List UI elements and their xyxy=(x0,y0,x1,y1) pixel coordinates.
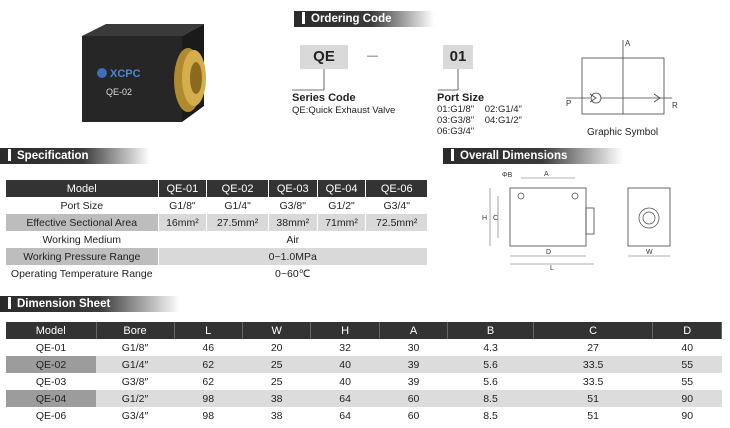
spec-header-qe01: QE-01 xyxy=(158,180,207,197)
port-size-line-3: 06:G3/4" xyxy=(437,126,475,137)
table-row: QE-03 G3/8″ 62 25 40 39 5.6 33.5 55 xyxy=(6,373,722,390)
specification-table xyxy=(6,180,428,282)
table-row: QE-02 G1/4″ 62 25 40 39 5.6 33.5 55 xyxy=(6,356,722,373)
port-size-label: Port Size xyxy=(437,92,485,104)
table-row: QE-04 G1/2″ 98 38 64 60 8.5 51 90 xyxy=(6,390,722,407)
port-size-line-1: 01:G1/8" 02:G1/4" xyxy=(437,104,522,115)
ordering-code-header: Ordering Code xyxy=(294,11,434,27)
spec-row-operating-temp: Operating Temperature Range 0~60℃ xyxy=(6,265,428,282)
product-photo xyxy=(78,22,218,134)
series-code-label: Series Code xyxy=(292,92,356,104)
spec-row-effective-area: Effective Sectional Area 16mm² 27.5mm² 38mm² 71mm² 72.5mm² xyxy=(6,214,428,231)
spec-header-qe02: QE-02 xyxy=(207,180,269,197)
dim-label-l: L xyxy=(550,265,554,272)
spec-row-working-medium: Working Medium Air xyxy=(6,231,428,248)
dimension-sheet-header: Dimension Sheet xyxy=(0,296,180,312)
dimension-sheet-table xyxy=(6,322,722,424)
dim-label-d: D xyxy=(546,249,552,256)
dim-label-c: C xyxy=(493,215,499,222)
specification-header: Specification xyxy=(0,148,150,164)
code-dash: — xyxy=(367,50,378,62)
graphic-symbol xyxy=(562,36,702,126)
spec-header-qe06: QE-06 xyxy=(366,180,428,197)
series-code-box: QE xyxy=(300,45,348,69)
spec-row-working-pressure: Working Pressure Range 0~1.0MPa xyxy=(6,248,428,265)
brand-text: XCPC xyxy=(110,68,141,80)
port-code-box: 01 xyxy=(443,45,473,69)
dim-label-a: A xyxy=(544,171,549,178)
dim-label-phib: ΦB xyxy=(502,172,513,179)
dim-label-h: H xyxy=(482,215,488,222)
table-row: QE-06 G3/4″ 98 38 64 60 8.5 51 90 xyxy=(6,407,722,424)
symbol-port-r: R xyxy=(672,101,678,110)
dim-label-w: W xyxy=(646,249,653,256)
symbol-port-a: A xyxy=(625,39,631,48)
model-engraving: QE-02 xyxy=(106,87,133,97)
symbol-port-p: P xyxy=(566,99,572,108)
port-size-line-2: 03:G3/8" 04:G1/2" xyxy=(437,115,522,126)
dim-header-row: Model Bore L W H A B C D xyxy=(6,322,722,339)
overall-dimensions-drawing xyxy=(480,166,720,272)
graphic-symbol-caption: Graphic Symbol xyxy=(587,127,659,138)
table-row: QE-01 G1/8″ 46 20 32 30 4.3 27 40 xyxy=(6,339,722,356)
spec-header-qe03: QE-03 xyxy=(268,180,317,197)
spec-header-model: Model xyxy=(6,180,158,197)
spec-header-qe04: QE-04 xyxy=(317,180,366,197)
overall-dimensions-header: Overall Dimensions xyxy=(443,148,623,164)
spec-row-port-size: Port Size G1/8" G1/4" G3/8" G1/2" G3/4" xyxy=(6,197,428,214)
series-code-desc: QE:Quick Exhaust Valve xyxy=(292,105,396,116)
